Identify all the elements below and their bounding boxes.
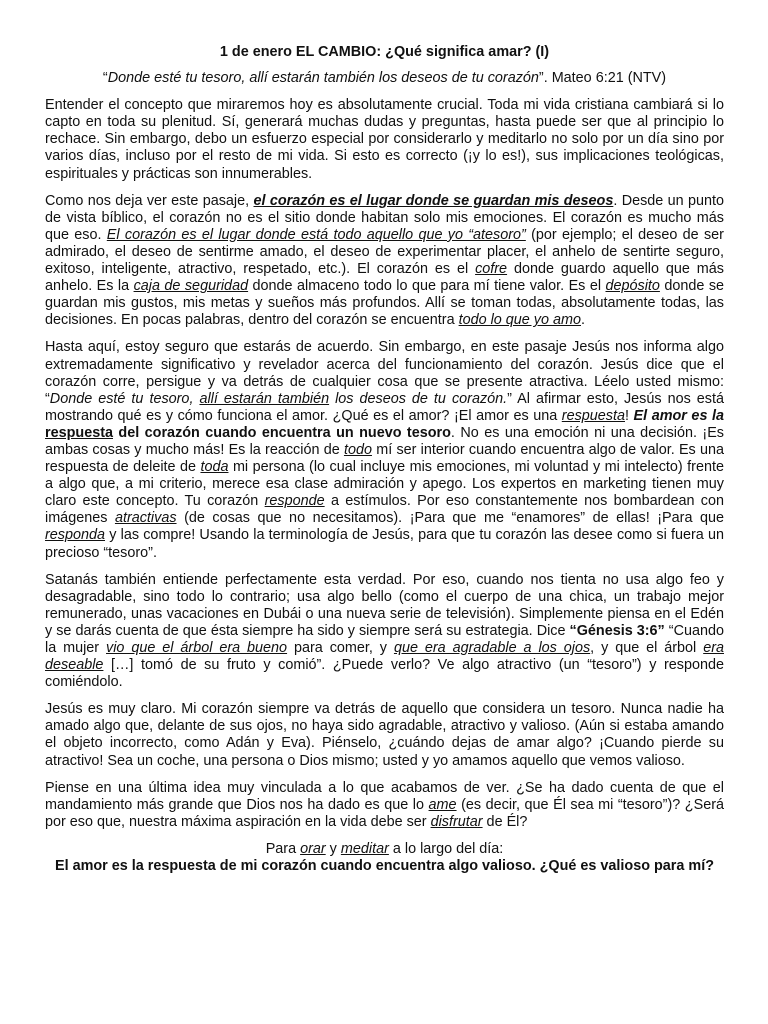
text-run: (de cosas que no necesitamos). ¡Para que me “enamores” de ellas! ¡Para que	[176, 510, 724, 527]
text-run: mí ser interior cuando encuentra algo de valor. Es una respuesta de deleite de	[45, 441, 724, 476]
paragraph-intro: Entender el concepto que miraremos hoy es absolutamente crucial. Toda mi vida cristiana cambiará si lo capto en toda su plenitud. Sí, generará muchas dudas y preguntas, hasta puede ser que al principio lo rechace. Sin embargo, debo un esfuerzo especial por considerarlo y meditarlo no solo por un día sino por varios días, incluso por el resto de mi vida. Si esto es correcto (¡y lo es!), sus implicaciones teológicas, espirituales y prácticas son innumerables.	[45, 97, 724, 182]
emphasis-text: allí estarán también	[199, 390, 330, 407]
text-run: Hasta aquí, estoy seguro que estarás de acuerdo. Sin embargo, en este pasaje Jesús nos informa algo extremadamente significativo y revelador acerca del funcionamiento del corazón. Jesús dice que el corazón corre, persigue y va detrás de cualquier cosa que se presente atractiva. Léelo usted mismo: “	[45, 339, 724, 407]
emphasis-text: Donde esté tu tesoro,	[49, 390, 200, 407]
text-run: “Cuando la mujer	[45, 622, 725, 656]
emphasis-text: El amor es la	[633, 407, 724, 424]
text-run: , y que el árbol	[590, 640, 704, 656]
emphasis-text: los deseos de tu corazón.	[329, 390, 508, 407]
emphasis-text: respuesta	[561, 407, 625, 424]
text-run: de Él?	[482, 813, 528, 830]
emphasis-text: ame	[428, 796, 457, 813]
verse-text: Donde esté tu tesoro, allí estarán también los deseos de tu corazón	[107, 70, 539, 87]
text-run: .	[581, 312, 585, 329]
emphasis-text: todo lo que yo amo	[458, 312, 581, 329]
text-run: y	[325, 840, 341, 857]
text-run: a estímulos. Por eso constantemente nos bombardean con imágenes	[45, 493, 724, 527]
text-run: (por ejemplo; el deseo de ser admirado, el deseo de sentirme amado, el deseo de experimentar placer, el anhelo de sentirte seguro, exitoso, inteligente, atractivo, respetado, etc.). El corazón es el	[45, 226, 724, 278]
emphasis-text: el corazón es el lugar donde se guardan mis deseos	[253, 192, 614, 209]
verse-reference: ”. Mateo 6:21 (NTV)	[538, 70, 667, 87]
text-run: Piense en una última idea muy vinculada a lo que acabamos de ver. ¿Se ha dado cuenta de que el mandamiento más grande que Dios nos ha dado es que lo	[45, 779, 724, 813]
emphasis-text: atractivas	[114, 510, 177, 527]
scripture-reference: “Génesis 3:6”	[569, 622, 665, 639]
text-run: !	[624, 407, 634, 424]
paragraph-last-idea	[45, 780, 724, 831]
text-run: donde guardo aquello que más anhelo. Es la	[45, 261, 724, 295]
paragraph-heart	[45, 193, 724, 330]
emphasis-text: del corazón cuando encuentra un nuevo tesoro	[113, 424, 451, 441]
emphasis-text: responde	[264, 493, 325, 510]
text-run: […] tomó de su fruto y comió”. ¿Puede verlo? Ve algo atractivo (un “tesoro”) y responde comiéndolo.	[45, 657, 724, 691]
emphasis-text: depósito	[605, 278, 660, 295]
text-run: donde se guardan mis gustos, mis metas y sueños más profundos. Allí se toman todas, absolutamente todas, las decisiones. En pocas palabras, dentro del corazón se encuentra	[45, 278, 725, 329]
emphasis-text: orar	[300, 840, 326, 857]
text-run: Como nos deja ver este pasaje,	[45, 192, 254, 209]
emphasis-text: que era agradable a los ojos	[393, 640, 591, 656]
text-run: Satanás también entiende perfectamente esta verdad. Por eso, cuando nos tienta no usa algo feo y desagradable, sino todo lo contrario; usa algo bello (como el cuerpo de una chica, un trabajo mejor remunerado, unas vacaciones en Dubái o una nueva serie de televisión). Simplemente piensa en el Edén y se darás cuenta de que ésta siempre ha sido y siempre será su estrategia. Dice	[45, 571, 724, 639]
emphasis-text: respuesta	[45, 424, 113, 441]
text-run: y las compre! Usando la terminología de Jesús, para que tu corazón las desee como si fuera un precioso “tesoro”.	[45, 527, 724, 561]
closing-statement: El amor es la respuesta de mi corazón cuando encuentra algo valioso. ¿Qué es valioso para mí?	[55, 858, 714, 875]
emphasis-text: era deseable	[45, 640, 724, 674]
text-run: (es decir, que Él sea mi “tesoro”)? ¿Será por eso que, nuestra máxima aspiración en la vida debe ser	[45, 796, 724, 830]
emphasis-text: toda	[200, 459, 229, 476]
key-verse	[45, 70, 724, 87]
page-title: 1 de enero EL CAMBIO: ¿Qué significa amar? (I)	[219, 44, 550, 60]
text-run: a lo largo del día:	[388, 840, 504, 857]
emphasis-text: El corazón es el lugar donde está todo aquello que yo “atesoro”	[106, 226, 526, 243]
text-run: . Desde un punto de vista bíblico, el corazón no es el sitio donde habitan solo mis emociones. El corazón es mucho más que eso.	[45, 192, 725, 243]
text-run: para comer, y	[287, 640, 394, 656]
verse-open-quote: “	[102, 70, 108, 87]
emphasis-text: cofre	[475, 261, 508, 278]
closing-prompt	[45, 841, 724, 858]
text-run: . No es una emoción ni una decisión. ¡Es ambas cosas y mucho más! Es la reacción de	[45, 424, 725, 458]
emphasis-text: todo	[343, 441, 372, 458]
emphasis-text: responda	[45, 527, 106, 544]
paragraph-jesus-clear: Jesús es muy claro. Mi corazón siempre va detrás de aquello que considera un tesoro. Nunca nadie ha amado algo que, delante de sus ojos, no haya sido agradable, atractivo y valioso. (Aún si estaba amando el objeto incorrecto, como Adán y Eva). Piénselo, ¿cuándo dejas de amar algo? ¡Cuando pierde su atractivo! Sea un coche, una persona o Dios mismo; usted y yo amamos aquello que vemos valioso.	[45, 701, 724, 769]
paragraph-love-response	[45, 339, 724, 561]
emphasis-text: disfrutar	[430, 813, 483, 830]
paragraph-satan	[45, 572, 724, 692]
emphasis-text: vio que el árbol era bueno	[106, 640, 288, 656]
text-run: donde almaceno todo lo que para mí tiene valor. Es el	[248, 278, 606, 295]
text-run: ” Al afirmar esto, Jesús nos está mostrando qué es y cómo funciona el amor. ¿Qué es el amor? ¡El amor es una	[45, 390, 724, 424]
text-run: mi persona (lo cual incluye mis emociones, mi voluntad y mi intelecto) frente a algo que, a mi criterio, merece esa clase admiración y apego. Los expertos en marketing tienen muy claro este concepto. Tu corazón	[45, 459, 724, 510]
text-run: Para	[265, 840, 301, 857]
emphasis-text: caja de seguridad	[133, 278, 249, 295]
emphasis-text: meditar	[340, 840, 389, 857]
